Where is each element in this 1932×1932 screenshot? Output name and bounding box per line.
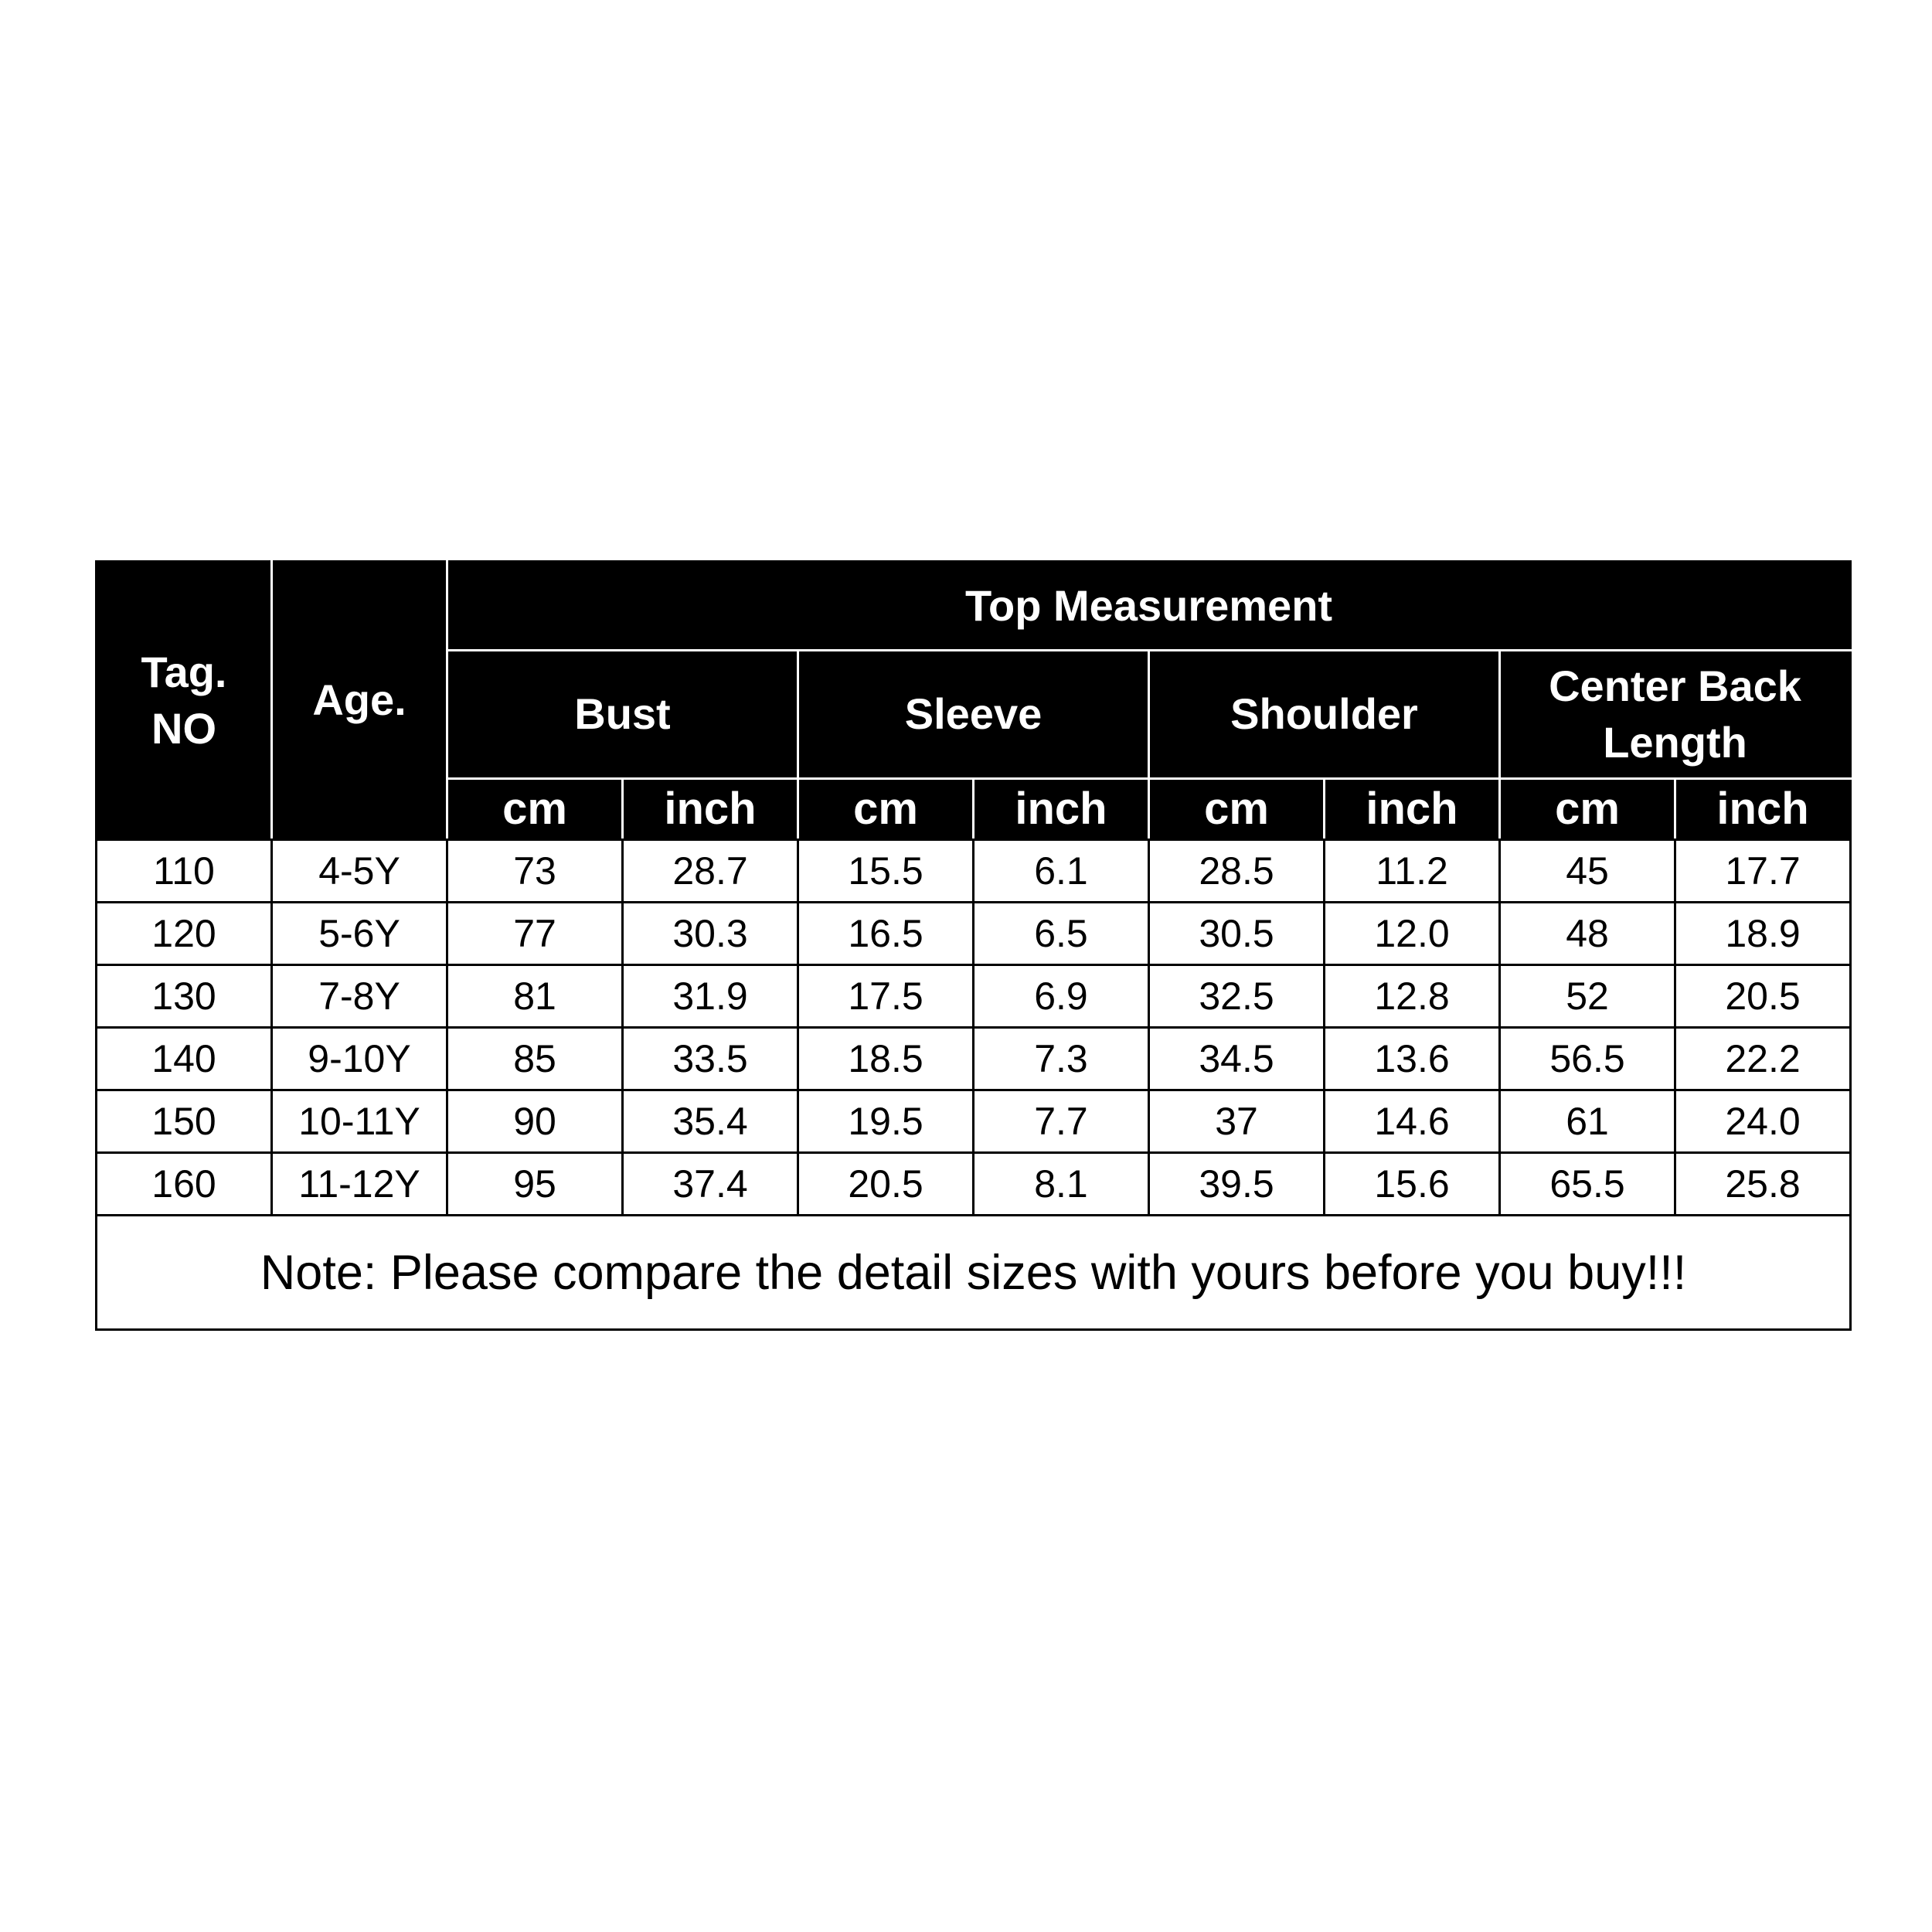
- cell-length-cm: 48: [1500, 903, 1675, 965]
- cell-bust-inch: 30.3: [623, 903, 798, 965]
- unit-shoulder-inch: inch: [1325, 779, 1500, 840]
- cell-bust-cm: 90: [447, 1090, 623, 1153]
- cell-bust-cm: 85: [447, 1028, 623, 1090]
- unit-sleeve-cm: cm: [798, 779, 974, 840]
- header-group-shoulder: Shoulder: [1149, 651, 1500, 779]
- cell-bust-inch: 35.4: [623, 1090, 798, 1153]
- cell-shoulder-cm: 32.5: [1149, 965, 1325, 1028]
- cell-length-inch: 25.8: [1675, 1153, 1851, 1216]
- size-chart-body: [97, 840, 1851, 1216]
- cell-bust-cm: 95: [447, 1153, 623, 1216]
- cell-sleeve-cm: 20.5: [798, 1153, 974, 1216]
- cell-bust-cm: 81: [447, 965, 623, 1028]
- cell-tag-no: 120: [97, 903, 272, 965]
- table-row: [97, 965, 1851, 1028]
- cell-tag-no: 130: [97, 965, 272, 1028]
- table-row: [97, 840, 1851, 903]
- cell-length-inch: 17.7: [1675, 840, 1851, 903]
- cell-bust-cm: 77: [447, 903, 623, 965]
- cell-shoulder-cm: 28.5: [1149, 840, 1325, 903]
- cell-sleeve-cm: 19.5: [798, 1090, 974, 1153]
- cell-sleeve-cm: 18.5: [798, 1028, 974, 1090]
- cell-shoulder-inch: 12.0: [1325, 903, 1500, 965]
- unit-length-cm: cm: [1500, 779, 1675, 840]
- cell-sleeve-inch: 6.9: [974, 965, 1149, 1028]
- header-group-bust: Bust: [447, 651, 798, 779]
- cell-bust-cm: 73: [447, 840, 623, 903]
- cell-shoulder-inch: 14.6: [1325, 1090, 1500, 1153]
- note-text: Note: Please compare the detail sizes with yours before you buy!!!: [97, 1216, 1851, 1330]
- unit-sleeve-inch: inch: [974, 779, 1149, 840]
- header-tag-no-line1: Tag.: [141, 647, 227, 696]
- cell-shoulder-cm: 34.5: [1149, 1028, 1325, 1090]
- cell-shoulder-cm: 39.5: [1149, 1153, 1325, 1216]
- cell-bust-inch: 31.9: [623, 965, 798, 1028]
- cell-tag-no: 150: [97, 1090, 272, 1153]
- cell-shoulder-cm: 30.5: [1149, 903, 1325, 965]
- header-top-measurement: Top Measurement: [447, 562, 1851, 651]
- cell-length-inch: 22.2: [1675, 1028, 1851, 1090]
- unit-bust-inch: inch: [623, 779, 798, 840]
- cell-length-cm: 45: [1500, 840, 1675, 903]
- size-chart-table: [95, 560, 1852, 1331]
- unit-length-inch: inch: [1675, 779, 1851, 840]
- cell-length-cm: 52: [1500, 965, 1675, 1028]
- cell-age: 11-12Y: [272, 1153, 447, 1216]
- cell-length-cm: 56.5: [1500, 1028, 1675, 1090]
- center-back-line1: Center Back: [1549, 661, 1801, 710]
- cell-shoulder-inch: 12.8: [1325, 965, 1500, 1028]
- cell-sleeve-inch: 6.5: [974, 903, 1149, 965]
- size-chart-header: [97, 562, 1851, 840]
- header-group-center-back-length: [1500, 651, 1851, 779]
- cell-shoulder-inch: 15.6: [1325, 1153, 1500, 1216]
- cell-length-cm: 61: [1500, 1090, 1675, 1153]
- cell-sleeve-inch: 7.3: [974, 1028, 1149, 1090]
- cell-shoulder-inch: 11.2: [1325, 840, 1500, 903]
- cell-bust-inch: 33.5: [623, 1028, 798, 1090]
- cell-sleeve-inch: 7.7: [974, 1090, 1149, 1153]
- table-row: [97, 1090, 1851, 1153]
- unit-bust-cm: cm: [447, 779, 623, 840]
- center-back-line2: Length: [1603, 717, 1747, 767]
- cell-bust-inch: 28.7: [623, 840, 798, 903]
- table-row: [97, 1028, 1851, 1090]
- unit-shoulder-cm: cm: [1149, 779, 1325, 840]
- cell-length-inch: 18.9: [1675, 903, 1851, 965]
- cell-age: 5-6Y: [272, 903, 447, 965]
- cell-sleeve-inch: 8.1: [974, 1153, 1149, 1216]
- cell-shoulder-cm: 37: [1149, 1090, 1325, 1153]
- table-row: [97, 903, 1851, 965]
- cell-tag-no: 160: [97, 1153, 272, 1216]
- cell-tag-no: 140: [97, 1028, 272, 1090]
- note-row: [97, 1216, 1851, 1330]
- header-tag-no: [97, 562, 272, 840]
- cell-length-inch: 24.0: [1675, 1090, 1851, 1153]
- header-tag-no-line2: NO: [151, 703, 216, 753]
- cell-age: 7-8Y: [272, 965, 447, 1028]
- header-age: Age.: [272, 562, 447, 840]
- cell-sleeve-cm: 17.5: [798, 965, 974, 1028]
- cell-age: 4-5Y: [272, 840, 447, 903]
- cell-sleeve-cm: 16.5: [798, 903, 974, 965]
- cell-shoulder-inch: 13.6: [1325, 1028, 1500, 1090]
- cell-age: 10-11Y: [272, 1090, 447, 1153]
- cell-bust-inch: 37.4: [623, 1153, 798, 1216]
- header-row-top: [97, 562, 1851, 651]
- table-row: [97, 1153, 1851, 1216]
- header-group-sleeve: Sleeve: [798, 651, 1149, 779]
- cell-length-inch: 20.5: [1675, 965, 1851, 1028]
- size-chart-footer: [97, 1216, 1851, 1330]
- cell-age: 9-10Y: [272, 1028, 447, 1090]
- cell-tag-no: 110: [97, 840, 272, 903]
- cell-length-cm: 65.5: [1500, 1153, 1675, 1216]
- cell-sleeve-inch: 6.1: [974, 840, 1149, 903]
- cell-sleeve-cm: 15.5: [798, 840, 974, 903]
